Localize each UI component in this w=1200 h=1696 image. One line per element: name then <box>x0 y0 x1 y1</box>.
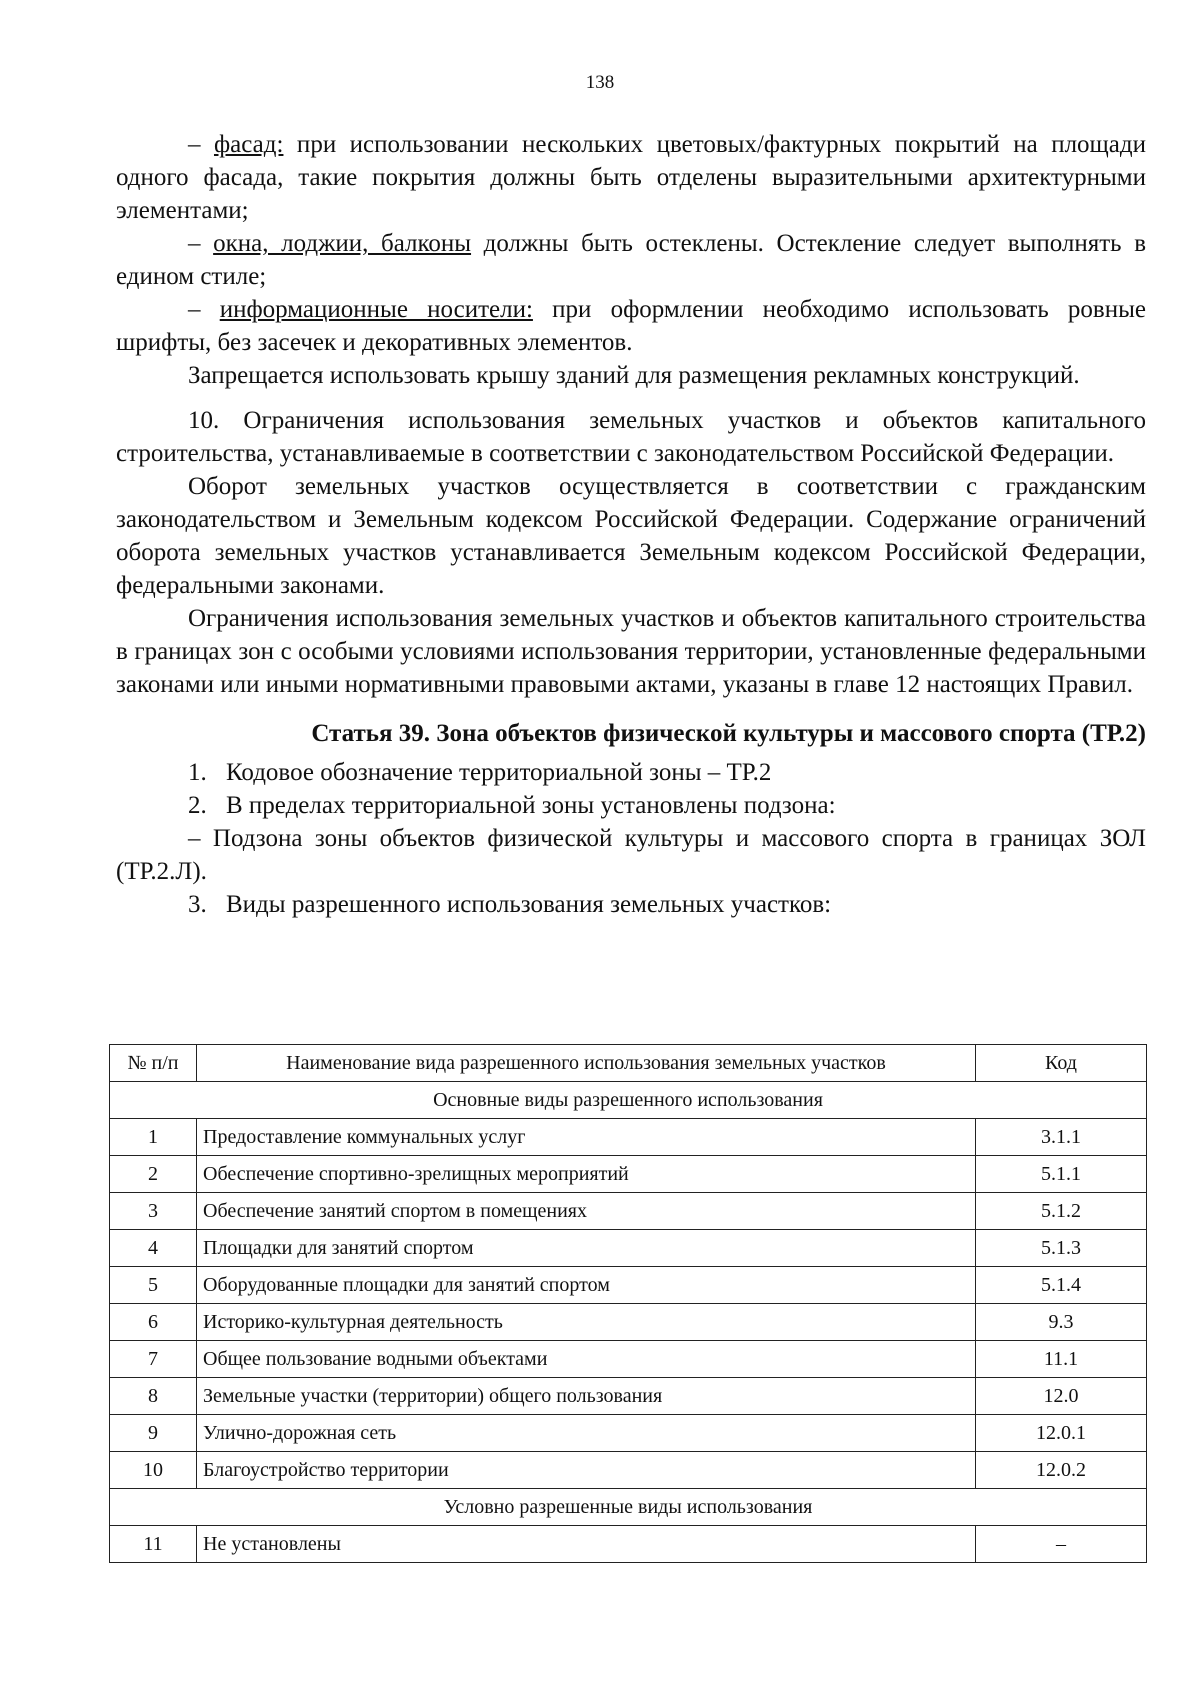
term-info-carriers: информационные носители: <box>219 296 533 323</box>
table-row <box>110 1304 1147 1341</box>
paragraph-10: 10. Ограничения использования земельных участков и объектов капитального строительства, устанавливаемые в соответствии с законодательством Российской Федерации. <box>116 407 1146 467</box>
paragraph-limits: Ограничения использования земельных участков и объектов капитального строительства в границах зон с особыми условиями использования территории, установленные федеральными законами или иными нормативными правовыми актами, указаны в главе 12 настоящих Правил. <box>116 605 1146 698</box>
table-row <box>110 1193 1147 1230</box>
section-row-main: Основные виды разрешенного использования <box>110 1082 1147 1119</box>
paragraph-facade: – фасад: при использовании нескольких цветовых/фактурных покрытий на площади одного фасада, такие покрытия должны быть отделены выразительными архитектурными элементами; <box>116 131 1146 224</box>
row-number: 11 <box>110 1526 197 1563</box>
row-code: 12.0.1 <box>976 1415 1147 1452</box>
table-header-row <box>110 1045 1147 1082</box>
row-number: 6 <box>110 1304 197 1341</box>
table-row <box>110 1415 1147 1452</box>
row-number: 2 <box>110 1156 197 1193</box>
row-code: 5.1.1 <box>976 1156 1147 1193</box>
row-number: 8 <box>110 1378 197 1415</box>
row-number: 10 <box>110 1452 197 1489</box>
row-code: 5.1.3 <box>976 1230 1147 1267</box>
row-name: Не установлены <box>197 1526 976 1563</box>
row-code: 3.1.1 <box>976 1119 1147 1156</box>
row-name: Историко-культурная деятельность <box>197 1304 976 1341</box>
header-number: № п/п <box>110 1045 197 1082</box>
table-row <box>110 1119 1147 1156</box>
row-number: 1 <box>110 1119 197 1156</box>
row-code: 12.0.2 <box>976 1452 1147 1489</box>
row-code: 9.3 <box>976 1304 1147 1341</box>
row-name: Обеспечение занятий спортом в помещениях <box>197 1193 976 1230</box>
land-use-table <box>109 1044 1147 1563</box>
row-name: Оборудованные площадки для занятий спортом <box>197 1267 976 1304</box>
row-number: 4 <box>110 1230 197 1267</box>
document-body <box>116 128 1146 921</box>
table-row <box>110 1526 1147 1563</box>
row-number: 3 <box>110 1193 197 1230</box>
row-code: 5.1.2 <box>976 1193 1147 1230</box>
table-row <box>110 1452 1147 1489</box>
term-windows: окна, лоджии, балконы <box>213 230 472 257</box>
row-code: 11.1 <box>976 1341 1147 1378</box>
row-code: – <box>976 1526 1147 1563</box>
row-number: 7 <box>110 1341 197 1378</box>
table-row <box>110 1378 1147 1415</box>
list-item: 2. В пределах территориальной зоны установлены подзона: <box>188 792 836 819</box>
article-title: Статья 39. Зона объектов физической культуры и массового спорта (ТР.2) <box>311 720 1146 747</box>
paragraph-oborot: Оборот земельных участков осуществляется в соответствии с гражданским законодательством и Земельным кодексом Российской Федерации. Содержание ограничений оборота земельных участков устанавливается Земельным кодексом Российской Федерации, федеральными законами. <box>116 473 1146 599</box>
paragraph-info-carriers: – информационные носители: при оформлении необходимо использовать ровные шрифты, без засечек и декоративных элементов. <box>116 296 1146 356</box>
table-row <box>110 1267 1147 1304</box>
row-name: Благоустройство территории <box>197 1452 976 1489</box>
list-item: 3. Виды разрешенного использования земельных участков: <box>188 891 832 918</box>
row-code: 5.1.4 <box>976 1267 1147 1304</box>
page-number: 138 <box>585 72 615 93</box>
paragraph-ban: Запрещается использовать крышу зданий для размещения рекламных конструкций. <box>188 362 1080 389</box>
row-code: 12.0 <box>976 1378 1147 1415</box>
table-row <box>110 1156 1147 1193</box>
header-name: Наименование вида разрешенного использования земельных участков <box>197 1045 976 1082</box>
header-code: Код <box>976 1045 1147 1082</box>
list-item: 1. Кодовое обозначение территориальной зоны – ТР.2 <box>188 759 772 786</box>
section-row-conditional: Условно разрешенные виды использования <box>110 1489 1147 1526</box>
table-row <box>110 1230 1147 1267</box>
row-name: Земельные участки (территории) общего пользования <box>197 1378 976 1415</box>
row-name: Обеспечение спортивно-зрелищных мероприятий <box>197 1156 976 1193</box>
row-number: 9 <box>110 1415 197 1452</box>
paragraph-subzone: – Подзона зоны объектов физической культуры и массового спорта в границах ЗОЛ (ТР.2.Л). <box>116 825 1146 885</box>
row-name: Площадки для занятий спортом <box>197 1230 976 1267</box>
table-row <box>110 1341 1147 1378</box>
paragraph-windows: – окна, лоджии, балконы должны быть остеклены. Остекление следует выполнять в едином стиле; <box>116 230 1147 290</box>
row-name: Предоставление коммунальных услуг <box>197 1119 976 1156</box>
row-name: Общее пользование водными объектами <box>197 1341 976 1378</box>
term-facade: фасад: <box>213 131 284 158</box>
row-number: 5 <box>110 1267 197 1304</box>
row-name: Улично-дорожная сеть <box>197 1415 976 1452</box>
